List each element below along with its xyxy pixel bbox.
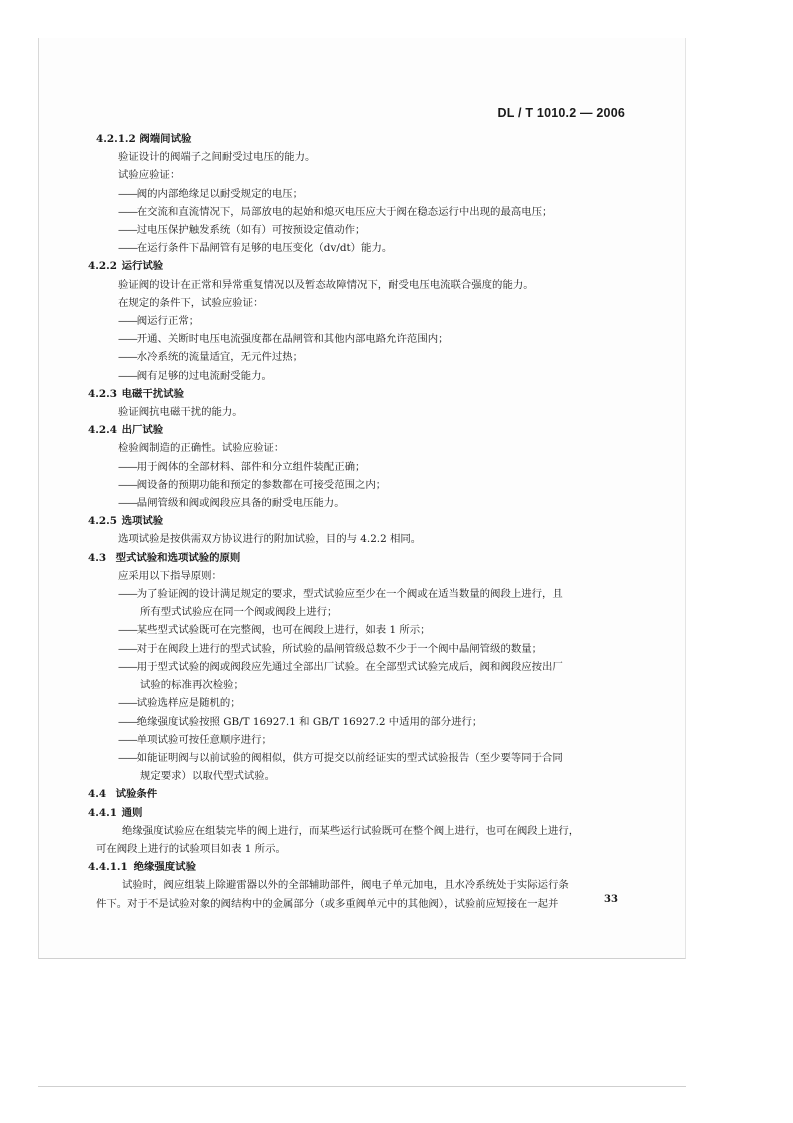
list-item: ——单项试验可按任意顺序进行；	[118, 733, 272, 746]
paragraph: 绝缘强度试验应在组装完毕的阀上进行，而某些运行试验既可在整个阀上进行，也可在阀段上进行，	[122, 824, 580, 837]
paragraph: 检验阀制造的正确性。试验应验证：	[118, 442, 285, 455]
paragraph: 在规定的条件下，试验应验证：	[118, 296, 264, 309]
paragraph: 应采用以下指导原则：	[118, 569, 222, 582]
section-4-3-heading: 4.3 型式试验和选项试验的原则	[88, 551, 241, 564]
list-item-continuation: 试验的标准再次检验；	[140, 679, 244, 692]
list-item: ——阀的内部绝缘足以耐受规定的电压；	[118, 187, 304, 200]
paragraph: 选项试验是按供需双方协议进行的附加试验，目的与 4.2.2 相同。	[118, 533, 422, 546]
list-item-continuation: 规定要求）以取代型式试验。	[140, 770, 276, 783]
paragraph: 试验应验证：	[118, 169, 181, 182]
paragraph: 验证阀的设计在正常和异常重复情况以及暂态故障情况下，耐受电压电流联合强度的能力。	[118, 278, 534, 291]
section-4-2-3-heading: 4.2.3 电磁干扰试验	[88, 387, 184, 400]
list-item: ——阀运行正常；	[118, 315, 200, 328]
list-item: ——绝缘强度试验按照 GB/T 16927.1 和 GB/T 16927.2 中适用的部分进行；	[118, 715, 483, 728]
list-item: ——某些型式试验既可在完整阀，也可在阀段上进行，如表 1 所示；	[118, 624, 431, 637]
list-item: ——阀有足够的过电流耐受能力。	[118, 369, 272, 382]
paragraph: 验证阀抗电磁干扰的能力。	[118, 406, 243, 419]
list-item: ——阀设备的预期功能和预定的参数都在可接受范围之内；	[118, 478, 387, 491]
list-item-continuation: 所有型式试验应在同一个阀或阀段上进行；	[140, 606, 338, 619]
document-body	[88, 130, 636, 913]
list-item: ——对于在阀段上进行的型式试验，所试验的晶闸管级总数不少于一个阀中晶闸管级的数量；	[118, 642, 543, 655]
page-number: 33	[604, 894, 618, 905]
paragraph-continuation: 件下。对于不是试验对象的阀结构中的金属部分（或多重阀单元中的其他阀），试验前应短接在一起并	[96, 897, 559, 910]
list-item: ——试验选样应是随机的；	[118, 697, 241, 710]
standard-code: DL / T 1010.2 — 2006	[497, 106, 625, 120]
list-item: ——晶闸管级和阀或阀段应具备的耐受电压能力。	[118, 497, 345, 510]
section-4-4-1-heading: 4.4.1 通则	[88, 806, 143, 819]
list-item: ——过电压保护触发系统（如有）可按预设定值动作；	[118, 224, 366, 237]
list-item: ——如能证明阀与以前试验的阀相似，供方可提交以前经证实的型式试验报告（至少要等同于合同	[118, 751, 563, 764]
section-4-2-2-heading: 4.2.2 运行试验	[88, 260, 164, 273]
section-4-2-1-2-heading: 4.2.1.2 阀端间试验	[96, 133, 192, 145]
section-4-4-1-1-heading: 4.4.1.1 绝缘强度试验	[88, 861, 196, 874]
list-item: ——用于阀体的全部材料、部件和分立组件装配正确；	[118, 460, 366, 473]
list-item: ——水冷系统的流量适宜，无元件过热；	[118, 351, 304, 364]
section-4-2-5-heading: 4.2.5 选项试验	[88, 515, 164, 528]
section-4-4-heading: 4.4 试验条件	[88, 788, 158, 801]
paragraph: 试验时，阀应组装上除避雷器以外的全部辅助部件，阀电子单元加电，且水冷系统处于实际运行条	[122, 879, 569, 892]
section-4-2-4-heading: 4.2.4 出厂试验	[88, 424, 164, 437]
list-item: ——在运行条件下晶闸管有足够的电压变化（dv/dt）能力。	[118, 242, 393, 255]
bottom-divider	[38, 1086, 686, 1087]
list-item: ——开通、关断时电压电流强度都在晶闸管和其他内部电路允许范围内；	[118, 333, 449, 346]
list-item: ——用于型式试验的阀或阀段应先通过全部出厂试验。在全部型式试验完成后，阀和阀段应按出厂	[118, 660, 563, 673]
list-item: ——为了验证阀的设计满足规定的要求，型式试验应至少在一个阀或在适当数量的阀段上进行，且	[118, 588, 563, 601]
paragraph: 验证设计的阀端子之间耐受过电压的能力。	[118, 151, 316, 164]
paragraph-continuation: 可在阀段上进行的试验项目如表 1 所示。	[96, 842, 286, 855]
list-item: ——在交流和直流情况下，局部放电的起始和熄灭电压应大于阀在稳态运行中出现的最高电压；	[118, 205, 553, 218]
